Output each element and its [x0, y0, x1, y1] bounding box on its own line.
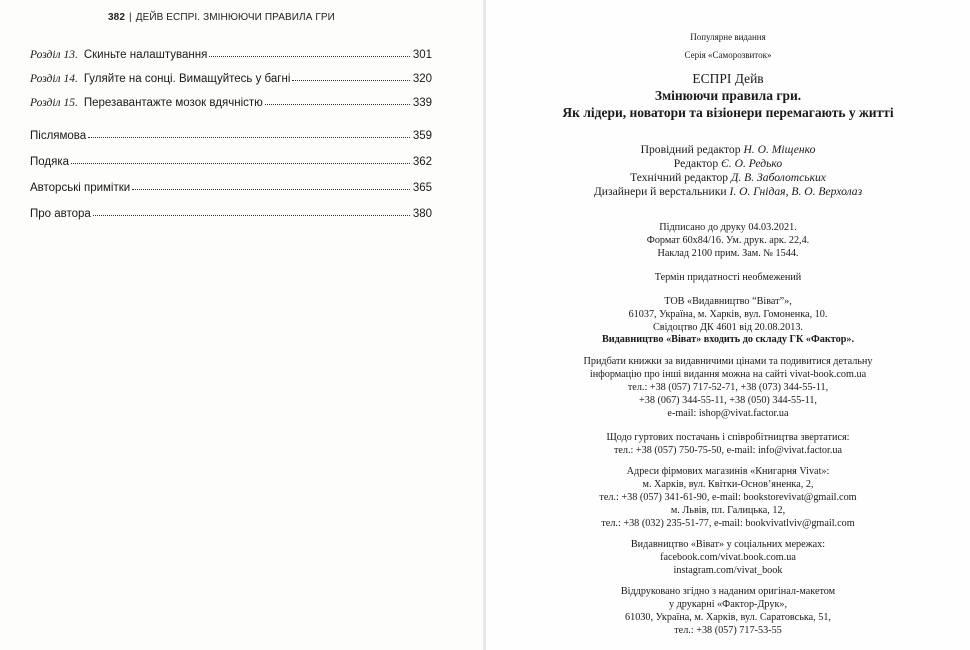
toc-row: [30, 155, 432, 169]
credit-line: [486, 143, 970, 156]
printing-line: 61030, Україна, м. Харків, вул. Саратовська, 51,: [625, 612, 831, 623]
running-head: [108, 12, 335, 23]
toc-title: Авторські примітки: [30, 182, 131, 194]
wholesale-line: тел.: +38 (057) 750-75-50, e-mail: info@vivat.factor.ua: [613, 445, 843, 456]
book-subtitle: Як лідери, новатори та візіонери перемагають у житті: [562, 105, 894, 120]
publisher-line: Свідоцтво ДК 4601 від 20.08.2013.: [653, 322, 803, 333]
credit-person: І. О. Гнідая, В. О. Верхолаз: [729, 185, 863, 198]
credit-person: Н. О. Міщенко: [743, 143, 816, 156]
print-info-line: Підписано до друку 04.03.2021.: [659, 222, 797, 233]
toc-row: [30, 48, 432, 62]
purchase-info-line: тел.: +38 (057) 717-52-71, +38 (073) 344-55-11,: [627, 382, 829, 393]
credit-role: Редактор: [673, 157, 719, 170]
wholesale-line: Щодо гуртових постачань і співробітництва звертатися:: [606, 432, 850, 443]
purchase-info-line: Придбати книжки за видавничими цінами та подивитися детальну: [583, 356, 873, 367]
social-line: facebook.com/vivat.book.com.ua: [660, 552, 796, 563]
shelf-life: Термін придатності необмежений: [654, 272, 802, 283]
toc-title: Післямова: [30, 130, 87, 142]
toc-leader: [209, 47, 410, 57]
credit-role: Дизайнери й верстальники: [593, 185, 727, 198]
toc-leader: [88, 128, 410, 138]
publisher-line: 61037, Україна, м. Харків, вул. Гомоненка, 10.: [628, 309, 828, 320]
toc-page: 362: [412, 156, 432, 168]
credit-role: Технічний редактор: [630, 171, 729, 184]
stores-line: тел.: +38 (057) 341-61-90, e-mail: bookstorevivat@gmail.com: [599, 492, 857, 503]
toc-leader: [71, 154, 410, 164]
toc-page: 365: [412, 182, 432, 194]
toc-title: Подяка: [30, 156, 70, 168]
toc-title: Перезавантажте мозок вдячністю: [83, 97, 263, 109]
toc-page: 380: [412, 208, 432, 220]
credit-line: [486, 171, 970, 184]
toc-row: [30, 181, 432, 195]
series-name: Серія «Саморозвиток»: [684, 50, 772, 60]
running-head-separator: |: [129, 12, 132, 23]
purchase-info-line: інформацію про інші видання можна на сайті vivat-book.com.ua: [589, 369, 867, 380]
purchase-info-line: e-mail: ishop@vivat.factor.ua: [667, 408, 789, 419]
social-line: Видавництво «Віват» у соціальних мережах:: [630, 539, 826, 550]
printing-line: тел.: +38 (057) 717-53-55: [674, 625, 782, 636]
toc-title: Скиньте налаштування: [83, 49, 208, 61]
toc-chapter: Розділ 13.: [30, 49, 78, 61]
purchase-info-line: +38 (067) 344-55-11, +38 (050) 344-55-11,: [639, 395, 817, 406]
running-head-text: ДЕЙВ ЕСПРІ. ЗМІНЮЮЧИ ПРАВИЛА ГРИ: [135, 12, 335, 23]
print-info-line: Формат 60х84/16. Ум. друк. арк. 22,4.: [646, 235, 810, 246]
book-title: Змінюючи правила гри.: [654, 88, 802, 103]
toc-row: [30, 129, 432, 143]
running-head-page-number: 382: [108, 12, 125, 23]
edition-type: Популярне видання: [690, 32, 766, 42]
stores-line: тел.: +38 (032) 235-51-77, e-mail: bookvivatlviv@gmail.com: [601, 518, 855, 529]
stores-line: м. Львів, пл. Галицька, 12,: [670, 505, 786, 516]
credit-line: [486, 185, 970, 198]
print-info-line: Наклад 2100 прим. Зам. № 1544.: [657, 248, 799, 259]
toc-chapter: Розділ 15.: [30, 97, 78, 109]
toc-leader: [265, 95, 410, 105]
toc-page: 339: [412, 97, 432, 109]
credit-role: Провідний редактор: [640, 143, 741, 156]
toc-title: Гуляйте на сонці. Вимащуйтесь у багні: [83, 73, 291, 85]
stores-line: м. Харків, вул. Квітки-Основ’яненка, 2,: [642, 479, 814, 490]
toc-chapter: Розділ 14.: [30, 73, 78, 85]
stores-line: Адреси фірмових магазинів «Книгарня Vivat»:: [626, 466, 830, 477]
toc-leader: [292, 71, 409, 81]
printing-line: у друкарні «Фактор-Друк»,: [668, 599, 788, 610]
publisher-group: Видавництво «Віват» входить до складу ГК «Фактор».: [601, 334, 855, 345]
toc-row: [30, 72, 432, 86]
toc-page: 320: [412, 73, 432, 85]
author-name: ЕСПРІ Дейв: [692, 71, 764, 86]
credit-person: Д. В. Заболотських: [731, 171, 826, 184]
social-line: instagram.com/vivat_book: [673, 565, 783, 576]
printing-line: Віддруковано згідно з наданим оригінал-макетом: [620, 586, 836, 597]
toc-page: 301: [412, 49, 432, 61]
toc-row: [30, 207, 432, 221]
toc-title: Про автора: [30, 208, 91, 220]
toc-row: [30, 96, 432, 110]
toc-leader: [93, 206, 410, 216]
credit-line: [486, 157, 970, 170]
toc-page: 359: [412, 130, 432, 142]
credit-person: Є. О. Редько: [721, 157, 783, 170]
publisher-line: ТОВ «Видавництво “Віват”»,: [664, 296, 792, 307]
toc-leader: [132, 180, 410, 190]
